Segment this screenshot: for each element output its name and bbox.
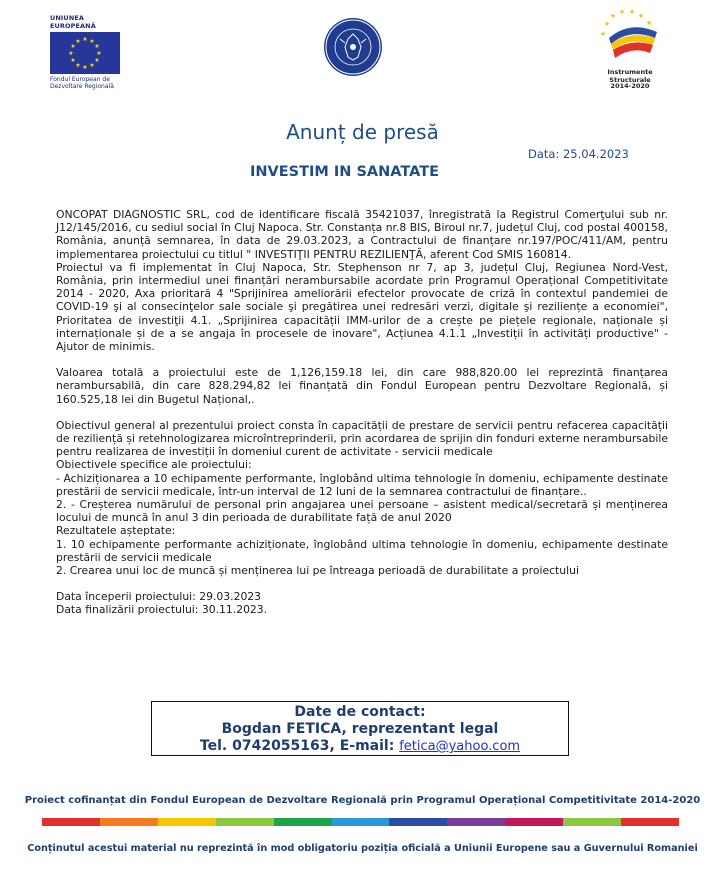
svg-text:★: ★ [94, 57, 100, 64]
announcement-body [56, 208, 668, 617]
specific-objective-2: 2. - Creșterea numărului de personal prin angajarea unei persoane – asistent medical/secretară și menținerea locului de muncă în anul 3 din perioada de durabilitate față de anul 2020 [56, 498, 668, 525]
eu-logo [50, 14, 125, 90]
cofinance-note: Proiect cofinanțat din Fondul European de Dezvoltare Regională prin Programul Operațional Competitivitate 2014-2020 [24, 795, 701, 806]
contact-heading: Date de contact: [294, 704, 426, 720]
svg-text:★: ★ [609, 12, 617, 20]
eu-logo-subtitle [50, 76, 125, 90]
color-stripe-segment [100, 818, 158, 826]
project-start-date: Data începerii proiectului: 29.03.2023 [56, 590, 262, 604]
contact-phone-line [152, 738, 568, 755]
svg-text:★: ★ [75, 38, 81, 45]
announcement-date: Data: 25.04.2023 [528, 147, 629, 161]
page-title: Anunț de presă [286, 120, 439, 144]
structural-instruments-line1: Instrumente Structurale [607, 68, 653, 84]
svg-text:★: ★ [68, 50, 74, 57]
svg-text:★: ★ [645, 19, 653, 27]
expected-results-heading: Rezultatele așteptate: [56, 524, 176, 538]
implementation-paragraph: Proiectul va fi implementat în Cluj Napoca, Str. Stephenson nr 7, ap 3, județul Cluj, Regiunea Nord-Vest, România, prin intermediul unei finanțări nerambursabile acordate prin Programul Operațional Competitivitate 2014 - 2020, Axa prioritară 4 "Sprijinirea ameliorării efectelor provocate de criză în contextul pandemiei de COVID-19 şi al consecinţelor sale sociale şi pregătirea unei redresări verzi, digitale şi reziliențe a economiei", Prioritatea de investiţii 4.1. „Sprijinirea capacității IMM-urilor de a crește pe piețele regionale, naționale și internaționale și de a se angaja în procesele de inovare", Acțiunea 4.1.1 „Investiții în activități productive" - Ajutor de minimis. [56, 260, 668, 354]
expected-result-1: 1. 10 echipamente performante achiziționate, înglobând ultima tehnologie în domeniu, echipamente destinate prestării de servicii medicale [56, 537, 668, 564]
structural-instruments-logo [590, 8, 670, 90]
contact-box [151, 701, 569, 756]
svg-text:★: ★ [94, 43, 100, 50]
budget-paragraph: Valoarea totală a proiectului este de 1,126,159.18 lei, din care 988,820.00 lei reprezintă finanțarea nerambursabilă, din care 828.294,82 lei finanțată din Fondul European pentru Dezvoltare Regională, și 160.525,18 lei din Bugetul Național,. [56, 366, 668, 406]
svg-text:★: ★ [70, 57, 76, 64]
eu-flag-icon [50, 32, 120, 74]
svg-text:★: ★ [603, 20, 611, 28]
structural-instruments-line2: 2014-2020 [610, 82, 650, 90]
color-stripe-segment [158, 818, 216, 826]
svg-text:★: ★ [89, 38, 95, 45]
color-stripe [42, 818, 679, 826]
color-stripe-segment [216, 818, 274, 826]
project-end-date: Data finalizării proiectului: 30.11.2023. [56, 603, 268, 617]
svg-text:★: ★ [96, 50, 102, 57]
eu-logo-sub-line2: Dezvoltare Regională [50, 83, 114, 90]
eu-logo-caption: UNIUNEA EUROPEANĂ [50, 14, 96, 30]
expected-result-2: 2. Crearea unui loc de muncă și menținerea lui pe întreaga perioadă de durabilitate a proiectului [56, 564, 579, 578]
structural-instruments-icon [595, 8, 665, 66]
svg-text:★: ★ [70, 43, 76, 50]
disclaimer-note: Conținutul acestui material nu reprezintă în mod obligatoriu poziția oficială a Uniunii Europene sau a Guvernului Romaniei [27, 843, 698, 854]
color-stripe-segment [505, 818, 563, 826]
svg-text:★: ★ [75, 62, 81, 69]
color-stripe-segment [447, 818, 505, 826]
svg-text:★: ★ [82, 36, 88, 43]
svg-text:★: ★ [637, 12, 645, 20]
svg-text:★: ★ [618, 8, 626, 16]
eu-logo-sub-line1: Fondul European de [50, 76, 110, 83]
specific-objective-1: - Achiziționarea a 10 echipamente performante, înglobând ultima tehnologie în domeniu, echipamente destinate prestării de servicii medicale, într-un interval de 12 luni de la semnarea contractului de finanțare.. [56, 471, 668, 498]
color-stripe-segment [621, 818, 679, 826]
contact-name: Bogdan FETICA, reprezentant legal [221, 721, 499, 737]
color-stripe-segment [389, 818, 447, 826]
color-stripe-segment [563, 818, 621, 826]
svg-text:★: ★ [89, 62, 95, 69]
color-stripe-segment [274, 818, 332, 826]
company-paragraph: ONCOPAT DIAGNOSTIC SRL, cod de identificare fiscală 35421037, înregistrată la Registrul Comerţului sub nr. J12/145/2016, cu sediul social în Cluj Napoca. Str. Constanța nr.8 BIS, Biroul nr.7, județul Cluj, cod postal 400158, România, anunță semnarea, în data de 29.03.2023, a Contractului de finanțare nr.197/POC/411/AM, pentru implementarea proiectului cu titlul " INVESTIŢII PENTRU REZILIENŢĂ, aferent Cod SMIS 160814. [56, 208, 668, 261]
contact-email-link[interactable]: fetica@yahoo.com [399, 739, 521, 754]
project-subtitle: INVESTIM IN SANATATE [250, 164, 439, 180]
color-stripe-segment [332, 818, 390, 826]
specific-objectives-heading: Obiectivele specifice ale proiectului: [56, 458, 252, 472]
general-objective-paragraph: Obiectivul general al prezentului proiect consta în capacității de prestare de servicii pentru refacerea capacității de reziliență și retehnologizarea microîntreprinderii, prin acordarea de sprijin din fonduri externe nerambursabile pentru realizarea de investiții în domeniul curent de activitate - servicii medicale [56, 418, 668, 459]
contact-phone: Tel. 0742055163, E-mail: [199, 738, 400, 754]
svg-text:★: ★ [628, 8, 636, 16]
government-seal-icon [323, 17, 383, 77]
svg-text:★: ★ [599, 30, 607, 38]
svg-text:★: ★ [82, 64, 88, 71]
color-stripe-segment [42, 818, 100, 826]
